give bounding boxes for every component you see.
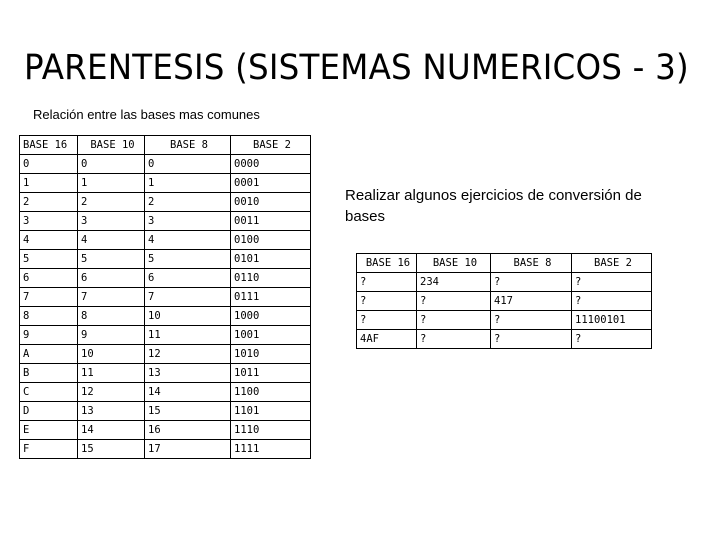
table-cell: 0001 [231,174,311,193]
table-cell: ? [491,273,572,292]
table-cell: 2 [145,193,231,212]
table-cell: 1111 [231,440,311,459]
table-row [20,364,311,383]
table-cell: 4 [145,231,231,250]
table-cell: 2 [78,193,145,212]
table-row [20,231,311,250]
table-cell: 12 [78,383,145,402]
table-cell: 14 [145,383,231,402]
table-cell: 8 [78,307,145,326]
table-cell: ? [572,273,652,292]
column-header: BASE 8 [145,136,231,155]
table-cell: 6 [78,269,145,288]
table-cell: ? [357,292,417,311]
column-header: BASE 16 [20,136,78,155]
table-cell: 2 [20,193,78,212]
table-cell: 0010 [231,193,311,212]
table-cell: 0000 [231,155,311,174]
table-cell: 1001 [231,326,311,345]
table-row [357,273,652,292]
table-cell: 8 [20,307,78,326]
table-cell: 0101 [231,250,311,269]
table-cell: 7 [145,288,231,307]
table-cell: 1 [78,174,145,193]
table-cell: 16 [145,421,231,440]
table-cell: 17 [145,440,231,459]
table-cell: E [20,421,78,440]
table-cell: 9 [78,326,145,345]
table-cell: 11100101 [572,311,652,330]
table-cell: 4 [20,231,78,250]
conversion-table [19,135,311,459]
table-cell: ? [357,273,417,292]
table-cell: A [20,345,78,364]
table-cell: ? [357,311,417,330]
column-header: BASE 2 [572,254,652,273]
table-row [20,193,311,212]
table-row [357,292,652,311]
table-cell: C [20,383,78,402]
table-cell: 1 [145,174,231,193]
table-cell: 0100 [231,231,311,250]
page-title: PARENTESIS (SISTEMAS NUMERICOS - 3) [24,48,689,88]
table-row [20,421,311,440]
table-cell: ? [491,330,572,349]
table-row [20,326,311,345]
table-cell: ? [417,311,491,330]
subtitle: Relación entre las bases mas comunes [33,107,260,122]
column-header: BASE 16 [357,254,417,273]
column-header: BASE 2 [231,136,311,155]
table-cell: 1100 [231,383,311,402]
table-cell: 3 [20,212,78,231]
table-cell: 11 [78,364,145,383]
table-row [20,155,311,174]
table-cell: 7 [78,288,145,307]
table-row [20,288,311,307]
table-cell: 0 [145,155,231,174]
table-row [20,212,311,231]
table-cell: ? [491,311,572,330]
table-cell: ? [572,292,652,311]
table-row [20,402,311,421]
table-row [20,383,311,402]
table-row [20,269,311,288]
table-cell: 12 [145,345,231,364]
table-cell: 0111 [231,288,311,307]
table-cell: 0 [78,155,145,174]
table-header-row [20,136,311,155]
table-cell: 9 [20,326,78,345]
table-row [357,311,652,330]
table-row [20,440,311,459]
table-cell: 3 [145,212,231,231]
table-cell: 13 [78,402,145,421]
table-cell: 1 [20,174,78,193]
table-cell: 4AF [357,330,417,349]
table-cell: 6 [20,269,78,288]
table-cell: F [20,440,78,459]
table-cell: 0011 [231,212,311,231]
table-cell: 5 [20,250,78,269]
table-cell: 1110 [231,421,311,440]
table-cell: 4 [78,231,145,250]
table-cell: 417 [491,292,572,311]
table-row [20,307,311,326]
table-cell: 3 [78,212,145,231]
table-row [20,174,311,193]
table-cell: ? [417,330,491,349]
table-cell: 0110 [231,269,311,288]
exercise-table [356,253,652,349]
table-cell: 15 [78,440,145,459]
table-cell: D [20,402,78,421]
table-cell: 10 [145,307,231,326]
table-cell: 14 [78,421,145,440]
table-cell: 7 [20,288,78,307]
table-cell: 0 [20,155,78,174]
table-cell: ? [417,292,491,311]
table-row [20,345,311,364]
table-cell: 5 [145,250,231,269]
table-cell: 1000 [231,307,311,326]
table-cell: 15 [145,402,231,421]
table-cell: 1010 [231,345,311,364]
table-cell: 6 [145,269,231,288]
table-cell: 234 [417,273,491,292]
table-cell: 11 [145,326,231,345]
table-cell: 1101 [231,402,311,421]
table-row [357,330,652,349]
column-header: BASE 10 [78,136,145,155]
table-row [20,250,311,269]
column-header: BASE 8 [491,254,572,273]
table-cell: 5 [78,250,145,269]
column-header: BASE 10 [417,254,491,273]
table-cell: B [20,364,78,383]
table-header-row [357,254,652,273]
exercise-instructions: Realizar algunos ejercicios de conversión de bases [345,187,642,225]
table-cell: 10 [78,345,145,364]
table-cell: 13 [145,364,231,383]
table-cell: ? [572,330,652,349]
table-cell: 1011 [231,364,311,383]
